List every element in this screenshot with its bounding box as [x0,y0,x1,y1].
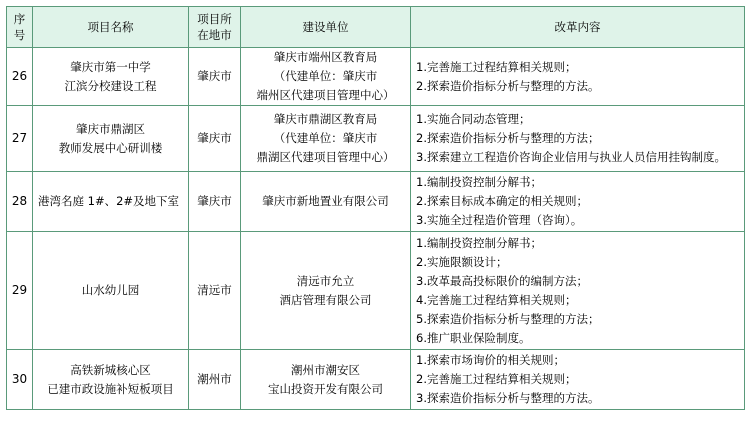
reform-line: 3.实施全过程造价管理（咨询）。 [416,213,583,227]
header-city: 项目所 在地市 [189,7,241,48]
name-line: 高铁新城核心区 [70,362,151,377]
row-number: 30 [7,350,33,410]
reform-content [411,350,745,410]
reform-content [411,48,745,106]
reform-line: 1.编制投资控制分解书； [416,175,542,189]
name-line: 江滨分校建设工程 [64,78,157,93]
unit-line: 肇庆市端州区教育局 [273,50,378,64]
name-line: 肇庆市鼎湖区 [76,121,145,136]
project-table-container [6,6,745,410]
name-line: 港湾名庭 1#、2#及地下室 [38,194,180,208]
table-row [7,106,745,172]
reform-line: 1.完善施工过程结算相关规则； [416,59,577,74]
unit-line: （代建单位：肇庆市 [273,131,378,145]
reform-line: 2.实施限额设计； [416,254,508,269]
project-name [33,232,189,350]
reform-line: 2.探索造价指标分析与整理的方法； [416,131,600,145]
construction-unit [241,106,411,172]
name-line: 教师发展中心研训楼 [58,140,163,155]
project-name [33,172,189,232]
unit-line: （代建单位：肇庆市 [273,69,378,83]
unit-line: 端州区代建项目管理中心） [256,88,395,102]
header-name: 项目名称 [33,7,189,48]
unit-line: 鼎湖区代建项目管理中心） [256,150,395,164]
table-row [7,172,745,232]
project-city: 清远市 [189,232,241,350]
header-row [7,7,745,48]
table-row [7,232,745,350]
reform-line: 3.探索建立工程造价咨询企业信用与执业人员信用挂钩制度。 [416,150,726,164]
construction-unit [241,232,411,350]
row-number: 26 [7,48,33,106]
name-line: 肇庆市第一中学 [70,59,151,74]
project-city: 肇庆市 [189,48,241,106]
name-line: 山水幼儿园 [81,283,140,297]
reform-content [411,106,745,172]
unit-line: 肇庆市新地置业有限公司 [262,194,389,208]
project-city: 肇庆市 [189,106,241,172]
project-name [33,106,189,172]
construction-unit [241,48,411,106]
reform-line: 4.完善施工过程结算相关规则； [416,292,577,307]
unit-line: 酒店管理有限公司 [279,292,372,307]
reform-line: 1.实施合同动态管理； [416,112,531,126]
header-reform: 改革内容 [411,7,745,48]
project-name [33,48,189,106]
construction-unit [241,350,411,410]
reform-line: 6.推广职业保险制度。 [416,330,531,345]
unit-line: 肇庆市鼎湖区教育局 [273,112,378,126]
reform-line: 3.探索造价指标分析与整理的方法。 [416,391,600,405]
unit-line: 宝山投资开发有限公司 [268,381,383,396]
reform-line: 2.探索目标成本确定的相关规则； [416,194,588,208]
reform-line: 3.改革最高投标限价的编制方法； [416,273,588,288]
project-table [6,6,745,410]
table-row [7,350,745,410]
table-row [7,48,745,106]
row-number: 27 [7,106,33,172]
header-seq: 序 号 [7,7,33,48]
reform-line: 1.探索市场询价的相关规则； [416,353,565,367]
construction-unit [241,172,411,232]
reform-content [411,172,745,232]
row-number: 28 [7,172,33,232]
reform-line: 1.编制投资控制分解书； [416,235,542,250]
project-city: 肇庆市 [189,172,241,232]
reform-content [411,232,745,350]
reform-line: 2.探索造价指标分析与整理的方法。 [416,78,600,93]
reform-line: 2.完善施工过程结算相关规则； [416,372,577,386]
unit-line: 潮州市潮安区 [291,362,360,377]
unit-line: 清远市允立 [296,273,355,288]
project-name [33,350,189,410]
project-city: 潮州市 [189,350,241,410]
reform-line: 5.探索造价指标分析与整理的方法； [416,311,600,326]
header-unit: 建设单位 [241,7,411,48]
name-line: 已建市政设施补短板项目 [47,381,174,396]
row-number: 29 [7,232,33,350]
